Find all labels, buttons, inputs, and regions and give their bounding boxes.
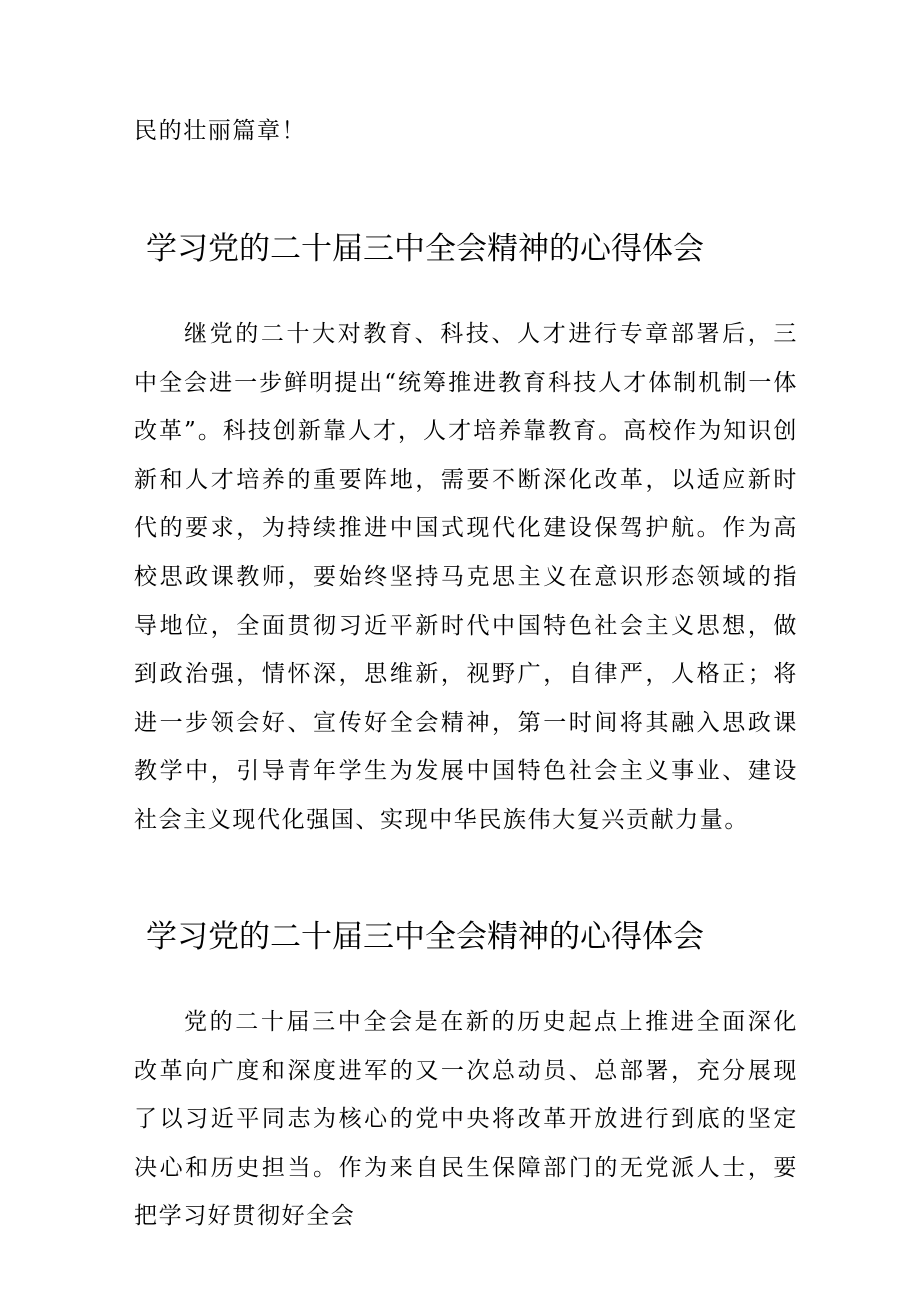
section-paragraph-2: 党的二十届三中全会是在新的历史起点上推进全面深化改革向广度和深度进军的又一次总动员、总部署，充分展现了以习近平同志为核心的党中央将改革开放进行到底的坚定决心和历史担当。作为来自民生保障部门的无党派人士，要把学习好贯彻好全会: [134, 1009, 798, 1230]
section-heading-1: 学习党的二十届三中全会精神的心得体会: [146, 231, 704, 267]
section-paragraph-1: 继党的二十大对教育、科技、人才进行专章部署后，三中全会进一步鲜明提出“统筹推进教育科技人才体制机制一体改革”。科技创新靠人才，人才培养靠教育。高校作为知识创新和人才培养的重要阵地，需要不断深化改革，以适应新时代的要求，为持续推进中国式现代化建设保驾护航。作为高校思政课教师，要始终坚持马克思主义在意识形态领域的指导地位，全面贯彻习近平新时代中国特色社会主义思想，做到政治强，情怀深，思维新，视野广，自律严，人格正；将进一步领会好、宣传好全会精神，第一时间将其融入思政课教学中，引导青年学生为发展中国特色社会主义事业、建设社会主义现代化强国、实现中华民族伟大复兴贡献力量。: [134, 321, 798, 833]
lead-paragraph-fragment: 民的壮丽篇章！: [134, 118, 307, 144]
section-heading-2: 学习党的二十届三中全会精神的心得体会: [146, 919, 704, 955]
